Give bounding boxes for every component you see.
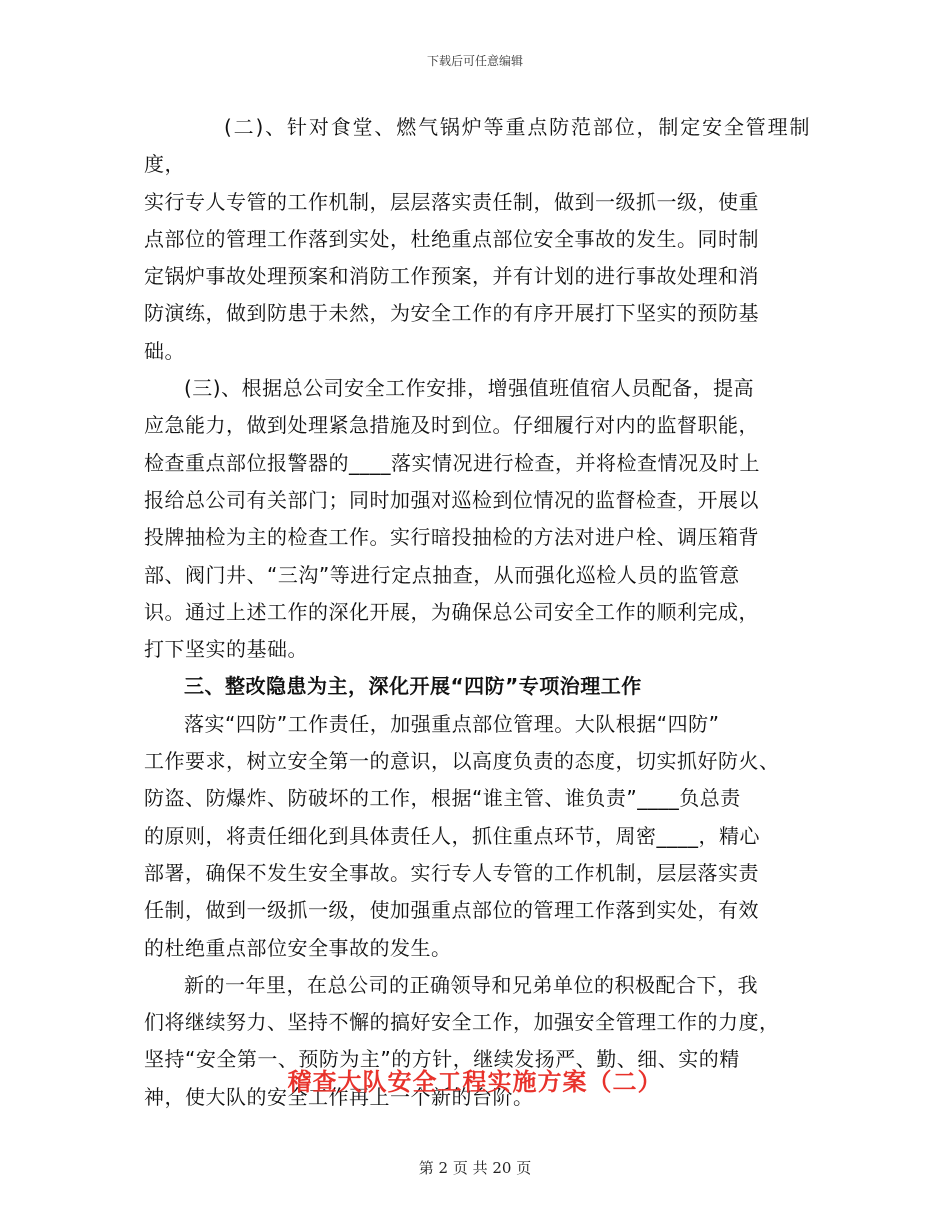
text-line: 识。通过上述工作的深化开展，为确保总公司安全工作的顺利完成， (144, 599, 759, 624)
text-line: 实行专人专管的工作机制，层层落实责任制，做到一级抓一级，使重 (144, 189, 759, 214)
paragraph-four-prevention (144, 706, 810, 967)
page-footer: 第 2 页 共 20 页 (418, 1159, 532, 1177)
page-header: 下载后可任意编辑 (426, 54, 523, 68)
text-line: 报给总公司有关部门；同时加强对巡检到位情况的监督检查，开展以 (144, 487, 759, 512)
text-line: 的杜绝重点部位安全事故的发生。 (144, 935, 452, 960)
text-line: 部署，确保不发生安全事故。实行专人专管的工作机制，层层落实责 (144, 860, 759, 885)
text-line: 投牌抽检为主的检查工作。实行暗投抽检的方法对进户栓、调压箱背 (144, 525, 759, 550)
text-line: 的原则，将责任细化到具体责任人，抓住重点环节，周密____，精心 (144, 823, 760, 848)
text-line: 们将继续努力、坚持不懈的搞好安全工作，加强安全管理工作的力度， (144, 1010, 780, 1035)
text-line: 任制，做到一级抓一级，使加强重点部位的管理工作落到实处，有效 (144, 898, 759, 923)
text-line: 落实“四防”工作责任，加强重点部位管理。大队根据“四防” (184, 711, 720, 736)
text-line: 应急能力，做到处理紧急措施及时到位。仔细履行对内的监督职能， (144, 413, 759, 438)
section-title: 稽查大队安全工程实施方案（二） (287, 1068, 663, 1096)
paragraph-duty-staffing (144, 370, 810, 668)
text-line: (二)、针对食堂、燃气锅炉等重点防范部位，制定安全管理制度， (144, 115, 810, 177)
text-line: 打下坚实的基础。 (144, 637, 308, 662)
text-line: 部、阀门井、“三沟”等进行定点抽查，从而强化巡检人员的监管意 (144, 562, 740, 587)
text-line: 点部位的管理工作落到实处，杜绝重点部位安全事故的发生。同时制 (144, 226, 759, 251)
text-line: 检查重点部位报警器的____落实情况进行检查，并将检查情况及时上 (144, 450, 760, 475)
section-heading: 三、整改隐患为主，深化开展“四防”专项治理工作 (184, 674, 642, 699)
paragraph-fire-prevention (144, 109, 810, 370)
text-line: 坚持“安全第一、预防为主”的方针，继续发扬严、勤、细、实的精 (144, 1047, 740, 1072)
text-line: 防演练，做到防患于未然，为安全工作的有序开展打下坚实的预防基 (144, 301, 759, 326)
text-line: (三)、根据总公司安全工作安排，增强值班值宿人员配备，提高 (184, 376, 755, 401)
document-body (144, 109, 810, 1116)
text-line: 础。 (144, 338, 185, 363)
text-line: 定锅炉事故处理预案和消防工作预案，并有计划的进行事故处理和消 (144, 264, 759, 289)
text-line: 新的一年里，在总公司的正确领导和兄弟单位的积极配合下，我 (184, 972, 758, 997)
text-line: 防盗、防爆炸、防破坏的工作，根据“谁主管、谁负责”____负总责 (144, 786, 741, 811)
text-line: 工作要求，树立安全第一的意识，以高度负责的态度，切实抓好防火、 (144, 749, 780, 774)
text-line: 神，使大队的安全工作再上一个新的台阶。 (144, 1084, 534, 1109)
